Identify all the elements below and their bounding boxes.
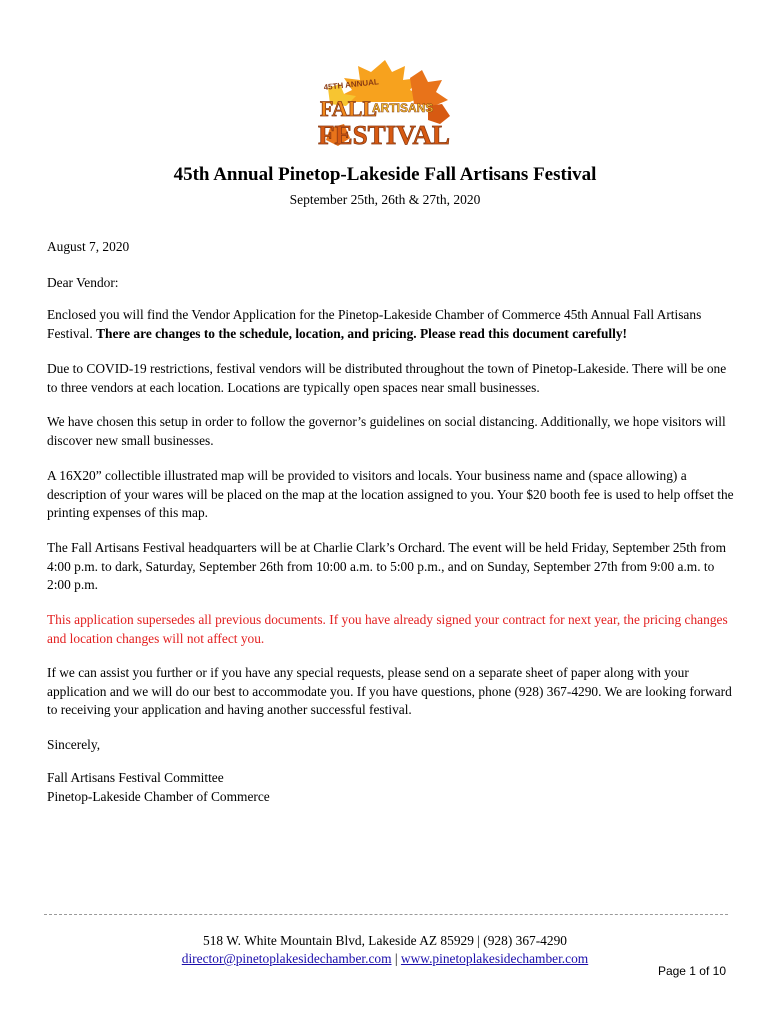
festival-logo — [310, 58, 460, 158]
document-title: 45th Annual Pinetop-Lakeside Fall Artisans Festival — [173, 164, 597, 185]
setup-paragraph — [47, 413, 737, 450]
logo-line-1: 45TH ANNUAL — [323, 77, 380, 92]
letter-salutation — [47, 274, 737, 293]
footer-links — [0, 950, 770, 968]
intro-text-wrapper — [47, 306, 737, 343]
letter-date-text: August 7, 2020 — [47, 239, 130, 254]
setup-text: We have chosen this setup in order to follow the governor’s guidelines on social distancing. Additionally, we hope visitors will discover new small businesses. — [47, 414, 726, 448]
closing-text: Sincerely, — [47, 737, 101, 752]
salutation-text: Dear Vendor: — [47, 275, 119, 290]
intro-text: Enclosed you will find the Vendor Application for the Pinetop-Lakeside Chamber of Commerce 45th Annual Fall Artisans Festival. — [47, 307, 702, 341]
footer — [0, 932, 770, 968]
page-number: Page 1 of 10 — [657, 964, 726, 978]
assist-paragraph — [47, 664, 737, 720]
intro-bold-notice: There are changes to the schedule, location, and pricing. Please read this document carefully! — [96, 325, 627, 341]
signature-block — [47, 769, 737, 806]
footer-address: 518 W. White Mountain Blvd, Lakeside AZ 85929 | (928) 367-4290 — [203, 933, 567, 948]
supersedes-notice — [47, 611, 737, 648]
footer-separator: | — [391, 951, 401, 966]
covid-text: Due to COVID-19 restrictions, festival vendors will be distributed throughout the town of Pinetop-Lakeside. There will be one to three vendors at each location. Locations are typically open spaces near small businesses. — [47, 361, 727, 395]
letter-date — [47, 238, 737, 257]
email-link[interactable]: director@pinetoplakesidechamber.com — [181, 951, 392, 966]
footer-divider — [44, 914, 728, 915]
map-text: A 16X20” collectible illustrated map will be provided to visitors and locals. Your business name and (space allowing) a description of your wares will be placed on the map at the location assigned to you. Your $20 booth fee is used to help offset the printing expenses of this map. — [47, 468, 734, 520]
assist-text: If we can assist you further or if you have any special requests, please send on a separate sheet of paper along with your application and we will do our best to accommodate you. If you have questions, phone (928) 367-4290. We are looking forward to receiving your application and having another successful festival. — [47, 665, 732, 717]
map-paragraph — [47, 467, 737, 523]
logo-line-4: FESTIVAL — [318, 120, 450, 150]
headquarters-text: The Fall Artisans Festival headquarters will be at Charlie Clark’s Orchard. The event will be held Friday, September 25th from 4:00 p.m. to dark, Saturday, September 26th from 10:00 a.m. to 5:00 p.m., and on Sunday, September 27th from 9:00 a.m. to 2:00 p.m. — [47, 540, 727, 592]
closing — [47, 736, 737, 755]
logo-line-3: ARTISANS — [372, 101, 434, 115]
festival-dates: September 25th, 26th & 27th, 2020 — [289, 192, 481, 207]
intro-paragraph — [47, 306, 737, 343]
website-link[interactable]: www.pinetoplakesidechamber.com — [400, 951, 589, 966]
logo-line-2: FALL — [320, 96, 378, 121]
signature-committee: Fall Artisans Festival Committee — [47, 770, 224, 785]
notice-text: This application supersedes all previous documents. If you have already signed your contract for next year, the pricing changes and location changes will not affect you. — [47, 612, 728, 646]
covid-paragraph — [47, 360, 737, 397]
signature-chamber: Pinetop-Lakeside Chamber of Commerce — [47, 788, 270, 804]
headquarters-paragraph — [47, 539, 737, 595]
